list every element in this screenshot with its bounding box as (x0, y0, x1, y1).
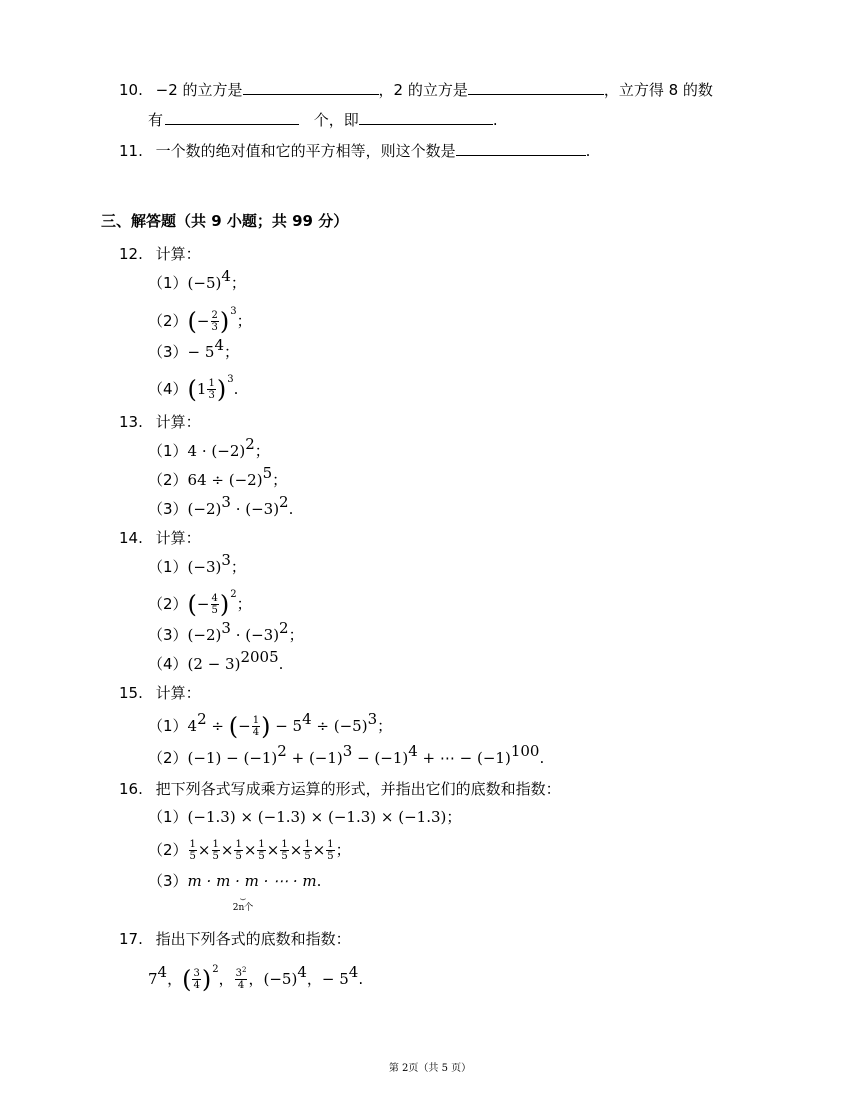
times-sign: × (243, 841, 257, 859)
q14-part-2 (148, 588, 252, 620)
question-13-title (119, 411, 201, 433)
part-label: （3） (148, 872, 188, 890)
question-number: 16. (119, 780, 143, 798)
math-expression: 1 (196, 380, 207, 398)
times-sign: × (266, 841, 280, 859)
fraction: $\frac{1}{5}$ (235, 839, 242, 862)
answer-blank[interactable] (468, 80, 604, 95)
math-expression: (−5) (187, 274, 222, 292)
exponent: 2 (279, 619, 289, 637)
question-17-title (119, 928, 351, 950)
punctuation: . (358, 970, 364, 988)
fraction: $\frac{3}{4}$ (193, 968, 200, 991)
fraction: $\frac{1}{5}$ (304, 839, 311, 862)
question-16-title (119, 778, 561, 800)
math-expression: (−2) (187, 500, 222, 518)
question-number: 11. (119, 142, 143, 160)
question-text: 个，即 (313, 111, 359, 129)
exponent: 3 (342, 742, 353, 760)
punctuation: . (288, 500, 294, 518)
punctuation: ； (236, 595, 252, 613)
question-14-title (119, 527, 201, 549)
part-label: （4） (148, 655, 188, 673)
math-expression: 7 (148, 970, 158, 988)
part-label: （1） (148, 717, 188, 735)
q12-part-4 (148, 373, 238, 405)
exponent: 3 (221, 493, 231, 511)
q16-part-3 (148, 870, 321, 892)
math-expression: (2 − 3) (187, 655, 241, 673)
answer-blank[interactable] (165, 110, 299, 125)
math-expression: (−1) − (−1) (187, 749, 278, 767)
paren: ) (219, 590, 230, 619)
part-label: （2） (148, 841, 188, 859)
math-expression: (−3) (187, 558, 222, 576)
brace-label-text: 2n个 (232, 903, 254, 913)
exponent: 4 (302, 710, 312, 728)
question-10-line-1 (119, 79, 713, 101)
exponent: 4 (221, 267, 231, 285)
q17-expressions (148, 963, 363, 995)
exponent: 3 (367, 710, 378, 728)
math-expression: 4 (187, 717, 198, 735)
q13-part-3 (148, 493, 294, 520)
fraction: $\frac{1}{5}$ (281, 839, 288, 862)
punctuation: ； (335, 841, 351, 859)
answer-blank[interactable] (359, 110, 493, 125)
paren: ( (187, 590, 197, 619)
punctuation: . (278, 655, 284, 673)
exponent: 3 (227, 374, 234, 385)
exponent: 2005 (240, 648, 279, 666)
q12-part-2 (148, 305, 252, 337)
punctuation: ； (236, 312, 252, 330)
section-heading: 三、解答题（共 9 小题；共 99 分） (101, 212, 349, 230)
punctuation: ； (254, 442, 270, 460)
answer-blank[interactable] (243, 80, 379, 95)
fraction: $\frac{1}{3}$ (208, 378, 215, 401)
paren: ( (182, 965, 192, 994)
exponent: 4 (297, 963, 307, 981)
answer-blank[interactable] (456, 141, 586, 156)
paren: ( (228, 712, 239, 741)
punctuation: ； (223, 343, 239, 361)
part-label: （2） (148, 471, 188, 489)
math-expression: 64 ÷ (−2) (187, 471, 263, 489)
math-expression: m · m · m · ⋯ · m (187, 872, 317, 890)
exponent: 2 (245, 435, 255, 453)
math-expression: ÷ (−5) (311, 717, 368, 735)
question-number: 13. (119, 413, 143, 431)
math-expression: (−2) (187, 626, 222, 644)
fraction: $\frac{1}{5}$ (189, 839, 196, 862)
q14-part-1 (148, 551, 246, 578)
fraction: $\frac{4}{5}$ (211, 593, 218, 616)
exponent: 2 (197, 710, 207, 728)
underbrace-icon: ⏟ (240, 891, 246, 901)
question-number: 14. (119, 529, 143, 547)
math-expression: ÷ (206, 717, 229, 735)
math-expression: (−1.3) × (−1.3) × (−1.3) × (−1.3) (187, 808, 447, 826)
question-12-title (119, 243, 201, 265)
question-text: 计算： (155, 245, 201, 263)
page-footer: 第 2页（共 5 页） (388, 1063, 472, 1074)
paren: ) (216, 375, 227, 404)
question-number: 17. (119, 930, 143, 948)
math-expression: − (−1) (352, 749, 409, 767)
question-text: . (585, 142, 591, 160)
separator: ， (167, 970, 183, 988)
fraction: $\frac{2}{3}$ (211, 310, 218, 333)
q15-part-2 (148, 742, 545, 769)
q13-part-2 (148, 464, 288, 491)
part-label: （1） (148, 442, 188, 460)
q14-part-4 (148, 648, 284, 675)
exponent: 2 (212, 964, 219, 975)
times-sign: × (197, 841, 211, 859)
minus-sign: − (238, 717, 251, 735)
question-text: −2 的立方是 (155, 81, 243, 99)
punctuation: . (539, 749, 545, 767)
exponent: 2 (279, 493, 289, 511)
punctuation: . (316, 872, 322, 890)
question-text: 计算： (155, 684, 201, 702)
question-text: 把下列各式写成乘方运算的形式，并指出它们的底数和指数： (155, 780, 561, 798)
times-sign: × (312, 841, 326, 859)
paren: ) (219, 307, 230, 336)
question-text: 计算： (155, 413, 201, 431)
exponent: 3 (221, 619, 231, 637)
q14-part-3 (148, 619, 304, 646)
q12-part-3 (148, 336, 239, 363)
fraction: $\frac{1}{5}$ (327, 839, 334, 862)
times-sign: × (220, 841, 234, 859)
part-label: （3） (148, 500, 188, 518)
part-label: （3） (148, 626, 188, 644)
exponent: 4 (157, 963, 168, 981)
exponent: 2 (230, 589, 237, 600)
math-expression: (−5) (263, 970, 298, 988)
minus-sign: − (196, 595, 210, 613)
paren: ( (187, 307, 197, 336)
separator: ， (306, 970, 322, 988)
question-15-title (119, 682, 201, 704)
question-11 (119, 140, 590, 162)
fraction-product (188, 839, 336, 862)
paren: ( (187, 375, 197, 404)
punctuation: ； (230, 274, 246, 292)
math-expression: + ⋯ − (−1) (417, 749, 511, 767)
question-text: ，2 的立方是 (378, 81, 468, 99)
question-text: ，立方得 8 的数 (603, 81, 713, 99)
q16-part-2 (148, 835, 351, 865)
exponent: 5 (262, 464, 273, 482)
times-sign: × (289, 841, 303, 859)
punctuation: ； (288, 626, 304, 644)
q15-part-1 (148, 710, 392, 742)
question-10-line-2 (148, 109, 498, 131)
q16-part-1 (148, 806, 461, 828)
punctuation: ； (446, 808, 462, 826)
underbrace-label (226, 892, 260, 913)
separator: ， (248, 970, 264, 988)
fraction: $\frac{1}{5}$ (212, 839, 219, 862)
math-expression: 4 · (−2) (187, 442, 246, 460)
minus-sign: − (196, 312, 210, 330)
part-label: （2） (148, 749, 188, 767)
exponent: 3 (221, 551, 231, 569)
exponent: 4 (348, 963, 359, 981)
question-number: 15. (119, 684, 143, 702)
fraction: $\frac{3^2}{4}$ (235, 966, 247, 991)
punctuation: ； (230, 558, 246, 576)
question-text: 指出下列各式的底数和指数： (155, 930, 351, 948)
part-label: （1） (148, 274, 188, 292)
punctuation: . (233, 380, 239, 398)
fraction: $\frac{1}{5}$ (258, 839, 265, 862)
math-expression: − 5 (321, 970, 349, 988)
paren: ) (201, 965, 212, 994)
exponent: 4 (408, 742, 418, 760)
part-label: （1） (148, 808, 188, 826)
exponent: 2 (277, 742, 287, 760)
question-text: 一个数的绝对值和它的平方相等，则这个数是 (155, 142, 456, 160)
q13-part-1 (148, 435, 270, 462)
question-number: 12. (119, 245, 143, 263)
math-expression: − 5 (187, 343, 215, 361)
question-text: 计算： (155, 529, 201, 547)
part-label: （4） (148, 380, 188, 398)
part-label: （1） (148, 558, 188, 576)
exponent: 100 (510, 742, 540, 760)
math-expression: · (−3) (230, 626, 280, 644)
part-label: （2） (148, 595, 188, 613)
question-text: 有 (148, 111, 164, 129)
part-label: （3） (148, 343, 188, 361)
punctuation: ； (272, 471, 288, 489)
math-expression: · (−3) (230, 500, 280, 518)
paren: ) (261, 712, 271, 741)
q12-part-1 (148, 267, 246, 294)
exponent: 4 (214, 336, 224, 354)
separator: ， (218, 970, 234, 988)
question-number: 10. (119, 81, 143, 99)
math-expression: − 5 (270, 717, 303, 735)
exponent: 3 (230, 306, 237, 317)
question-text: . (492, 111, 498, 129)
math-expression: + (−1) (286, 749, 343, 767)
part-label: （2） (148, 312, 188, 330)
punctuation: ； (377, 717, 393, 735)
fraction: $\frac{1}{4}$ (252, 715, 260, 738)
